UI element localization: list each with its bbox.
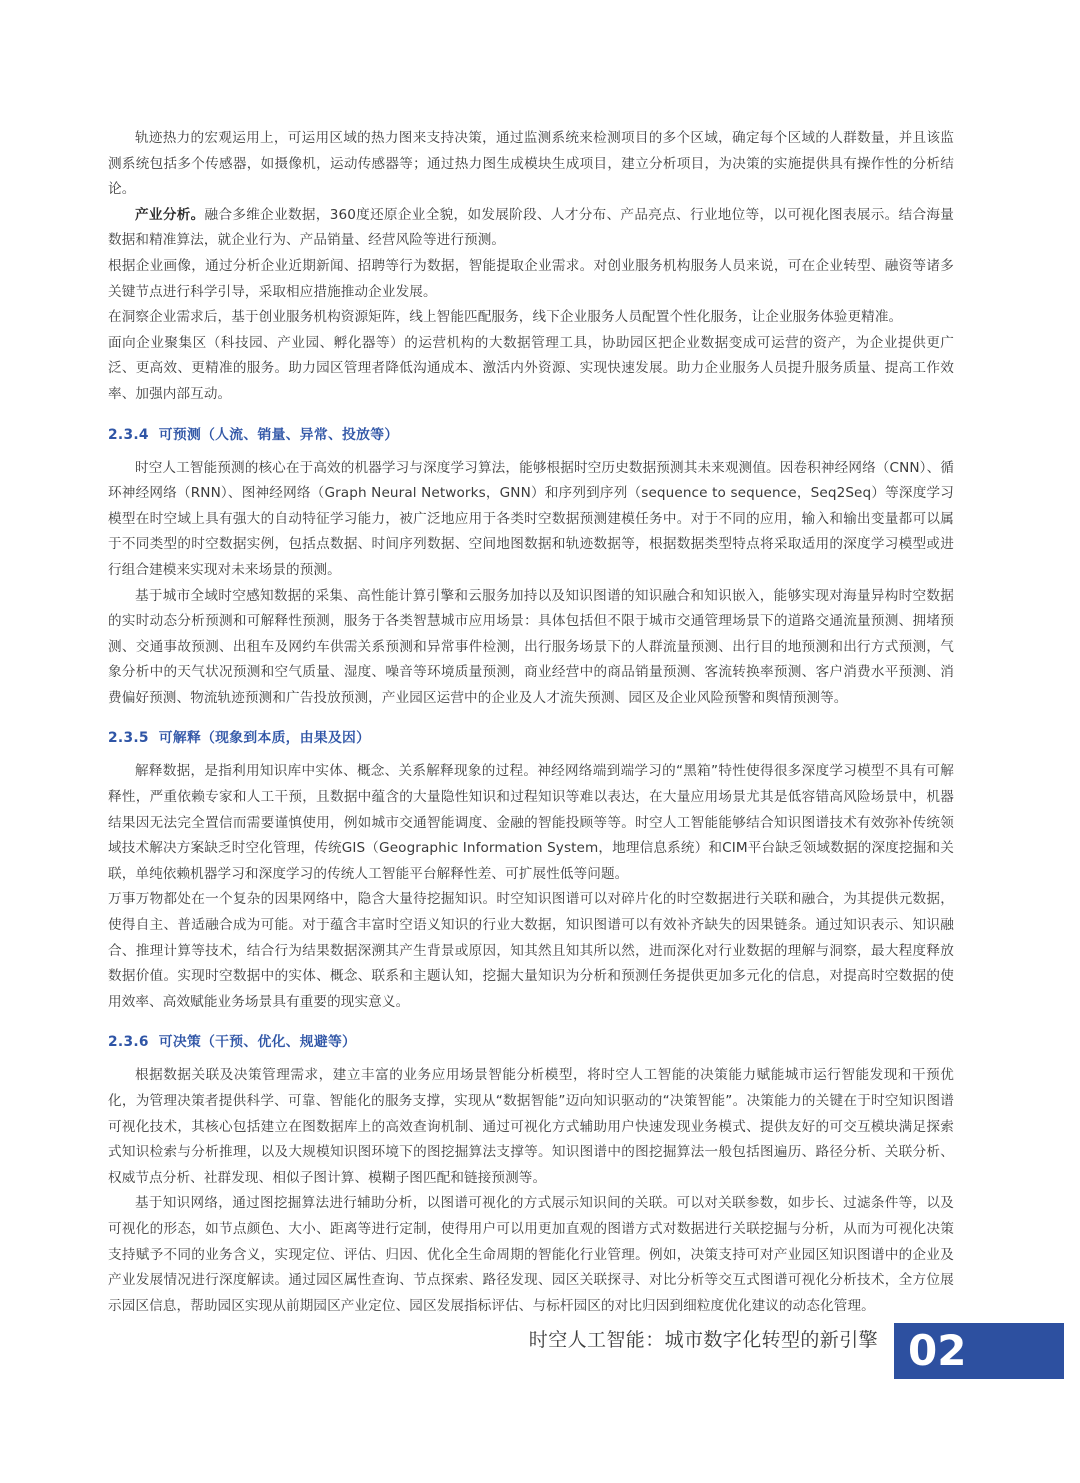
paragraph-explain-1: 解释数据，是指利用知识库中实体、概念、关系解释现象的过程。神经网络端到端学习的“黑箱”特性使得很多深度学习模型不具有可解释性，严重依赖专家和人工干预，且数据中蕴含的大量隐性知识和过程知识等难以表达，在大量应用场景尤其是低容错高风险场景中，机器结果因无法完全置信而需要谨慎使用，例如城市交通智能调度、金融的智能投顾等等。时空人工智能能够结合知识图谱技术有效弥补传统领域技术解决方案缺乏时空化管理，传统GIS（Geographic Information System，地理信息系统）和CIM平台缺乏领域数据的深度挖掘和关联，单纯依赖机器学习和深度学习的传统人工智能平台解释性差、可扩展性低等问题。 (108, 763, 954, 882)
paragraph-explain-2: 万事万物都处在一个复杂的因果网络中，隐含大量待挖掘知识。时空知识图谱可以对碎片化的时空数据进行关联和融合，为其提供元数据，使得自主、普适融合成为可能。对于蕴含丰富时空语义知识的行业大数据，知识图谱可以有效补齐缺失的因果链条。通过知识表示、知识融合、推理计算等技术，结合行为结果数据深溯其产生背景或原因，知其然且知其所以然，进而深化对行业数据的理解与洞察，最大程度释放数据价值。实现时空数据中的实体、概念、联系和主题认知，挖掘大量知识为分析和预测任务提供更加多元化的信息，对提高时空数据的使用效率、高效赋能业务场景具有重要的现实意义。 (108, 891, 954, 1010)
paragraph-decide-1: 根据数据关联及决策管理需求，建立丰富的业务应用场景智能分析模型，将时空人工智能的决策能力赋能城市运行智能发现和干预优化，为管理决策者提供科学、可靠、智能化的服务支撑，实现从“数据智能”迈向知识驱动的“决策智能”。决策能力的关键在于时空知识图谱可视化技术，其核心包括建立在图数据库上的高效查询机制、通过可视化方式辅助用户快速发现业务模式、提供友好的可交互模块满足探索式知识检索与分析推理，以及大规模知识图环境下的图挖掘算法支撑等。知识图谱中的图挖掘算法一般包括图遍历、路径分析、关联分析、权威节点分析、社群发现、相似子图计算、模糊子图匹配和链接预测等。 (108, 1067, 954, 1186)
paragraph-predict-2: 基于城市全域时空感知数据的采集、高性能计算引擎和云服务加持以及知识图谱的知识融合和知识嵌入，能够实现对海量异构时空数据的实时动态分析预测和可解释性预测，服务于各类智慧城市应用场景：具体包括但不限于城市交通管理场景下的道路交通流量预测、拥堵预测、交通事故预测、出租车及网约车供需关系预测和异常事件检测，出行服务场景下的人群流量预测、出行目的地预测和出行方式预测，气象分析中的天气状况预测和空气质量、湿度、噪音等环境质量预测，商业经营中的商品销量预测、客流转换率预测、客户消费水平预测、消费偏好预测、物流轨迹预测和广告投放预测，产业园区运营中的企业及人才流失预测、园区及企业风险预警和舆情预测等。 (108, 587, 954, 706)
section-heading-2-3-4 (108, 424, 954, 446)
paragraph-heatmap: 轨迹热力的宏观运用上，可运用区域的热力图来支持决策，通过监测系统来检测项目的多个区域，确定每个区域的人群数量，并且该监测系统包括多个传感器，如摄像机，运动传感器等；通过热力图生成模块生成项目，建立分析项目，为决策的实施提供具有操作性的分析结论。 (108, 130, 954, 198)
section-heading-2-3-5 (108, 727, 954, 749)
paragraph-industry-3: 面向企业聚集区（科技园、产业园、孵化器等）的运营机构的大数据管理工具，协助园区把企业数据变成可运营的资产，为企业提供更广泛、更高效、更精准的服务。助力园区管理者降低沟通成本、激活内外资源、实现快速发展。助力企业服务人员提升服务质量、提高工作效率、加强内部互动。 (108, 334, 954, 402)
section-title: 可解释（现象到本质，由果及因） (158, 730, 371, 747)
paragraph-industry-2: 在洞察企业需求后，基于创业服务机构资源矩阵，线上智能匹配服务，线下企业服务人员配置个性化服务，让企业服务体验更精准。 (108, 309, 903, 326)
page-number-badge: 02 (894, 1323, 1064, 1379)
article-body (108, 126, 954, 1319)
paragraph-predict-1: 时空人工智能预测的核心在于高效的机器学习与深度学习算法，能够根据时空历史数据预测其未来观测值。因卷积神经网络（CNN）、循环神经网络（RNN）、图神经网络（Graph Neural Networks，GNN）和序列到序列（sequence to sequence，Seq2Seq）等深度学习模型在时空域上具有强大的自动特征学习能力，被广泛地应用于各类时空数据预测建模任务中。对于不同的应用，输入和输出变量都可以属于不同类型的时空数据实例，包括点数据、时间序列数据、空间地图数据和轨迹数据等，根据数据类型特点将采取适用的深度学习模型或进行组合建模来实现对未来场景的预测。 (108, 459, 954, 578)
section-title: 可决策（干预、优化、规避等） (158, 1034, 357, 1051)
industry-lead: 产业分析。 (135, 206, 205, 223)
paragraph-industry-analysis (108, 203, 954, 254)
paragraph-decide-2: 基于知识网络，通过图挖掘算法进行辅助分析，以图谱可视化的方式展示知识间的关联。可以对关联参数，如步长、过滤条件等，以及可视化的形态，如节点颜色、大小、距离等进行定制，使得用户可以用更加直观的图谱方式对数据进行关联挖掘与分析，从而为可视化决策支持赋予不同的业务含义，实现定位、评估、归因、优化全生命周期的智能化行业管理。例如，决策支持可对产业园区知识图谱中的企业及产业发展情况进行深度解读。通过园区属性查询、节点探索、路径发现、园区关联探寻、对比分析等交互式图谱可视化分析技术，全方位展示园区信息，帮助园区实现从前期园区产业定位、园区发展指标评估、与标杆园区的对比归因到细粒度优化建议的动态化管理。 (108, 1195, 954, 1314)
industry-text: 融合多维企业数据，360度还原企业全貌，如发展阶段、人才分布、产品亮点、行业地位等，以可视化图表展示。结合海量数据和精准算法，就企业行为、产品销量、经营风险等进行预测。 (108, 206, 954, 249)
section-number: 2.3.6 (108, 1034, 149, 1051)
section-title: 可预测（人流、销量、异常、投放等） (158, 426, 399, 443)
paragraph-industry-1: 根据企业画像，通过分析企业近期新闻、招聘等行为数据，智能提取企业需求。对创业服务机构服务人员来说，可在企业转型、融资等诸多关键节点进行科学引导，采取相应措施推动企业发展。 (108, 257, 954, 300)
section-heading-2-3-6 (108, 1031, 954, 1053)
footer-title: 时空人工智能：城市数字化转型的新引擎 (528, 1329, 878, 1351)
section-number: 2.3.5 (108, 730, 149, 747)
section-number: 2.3.4 (108, 426, 149, 443)
